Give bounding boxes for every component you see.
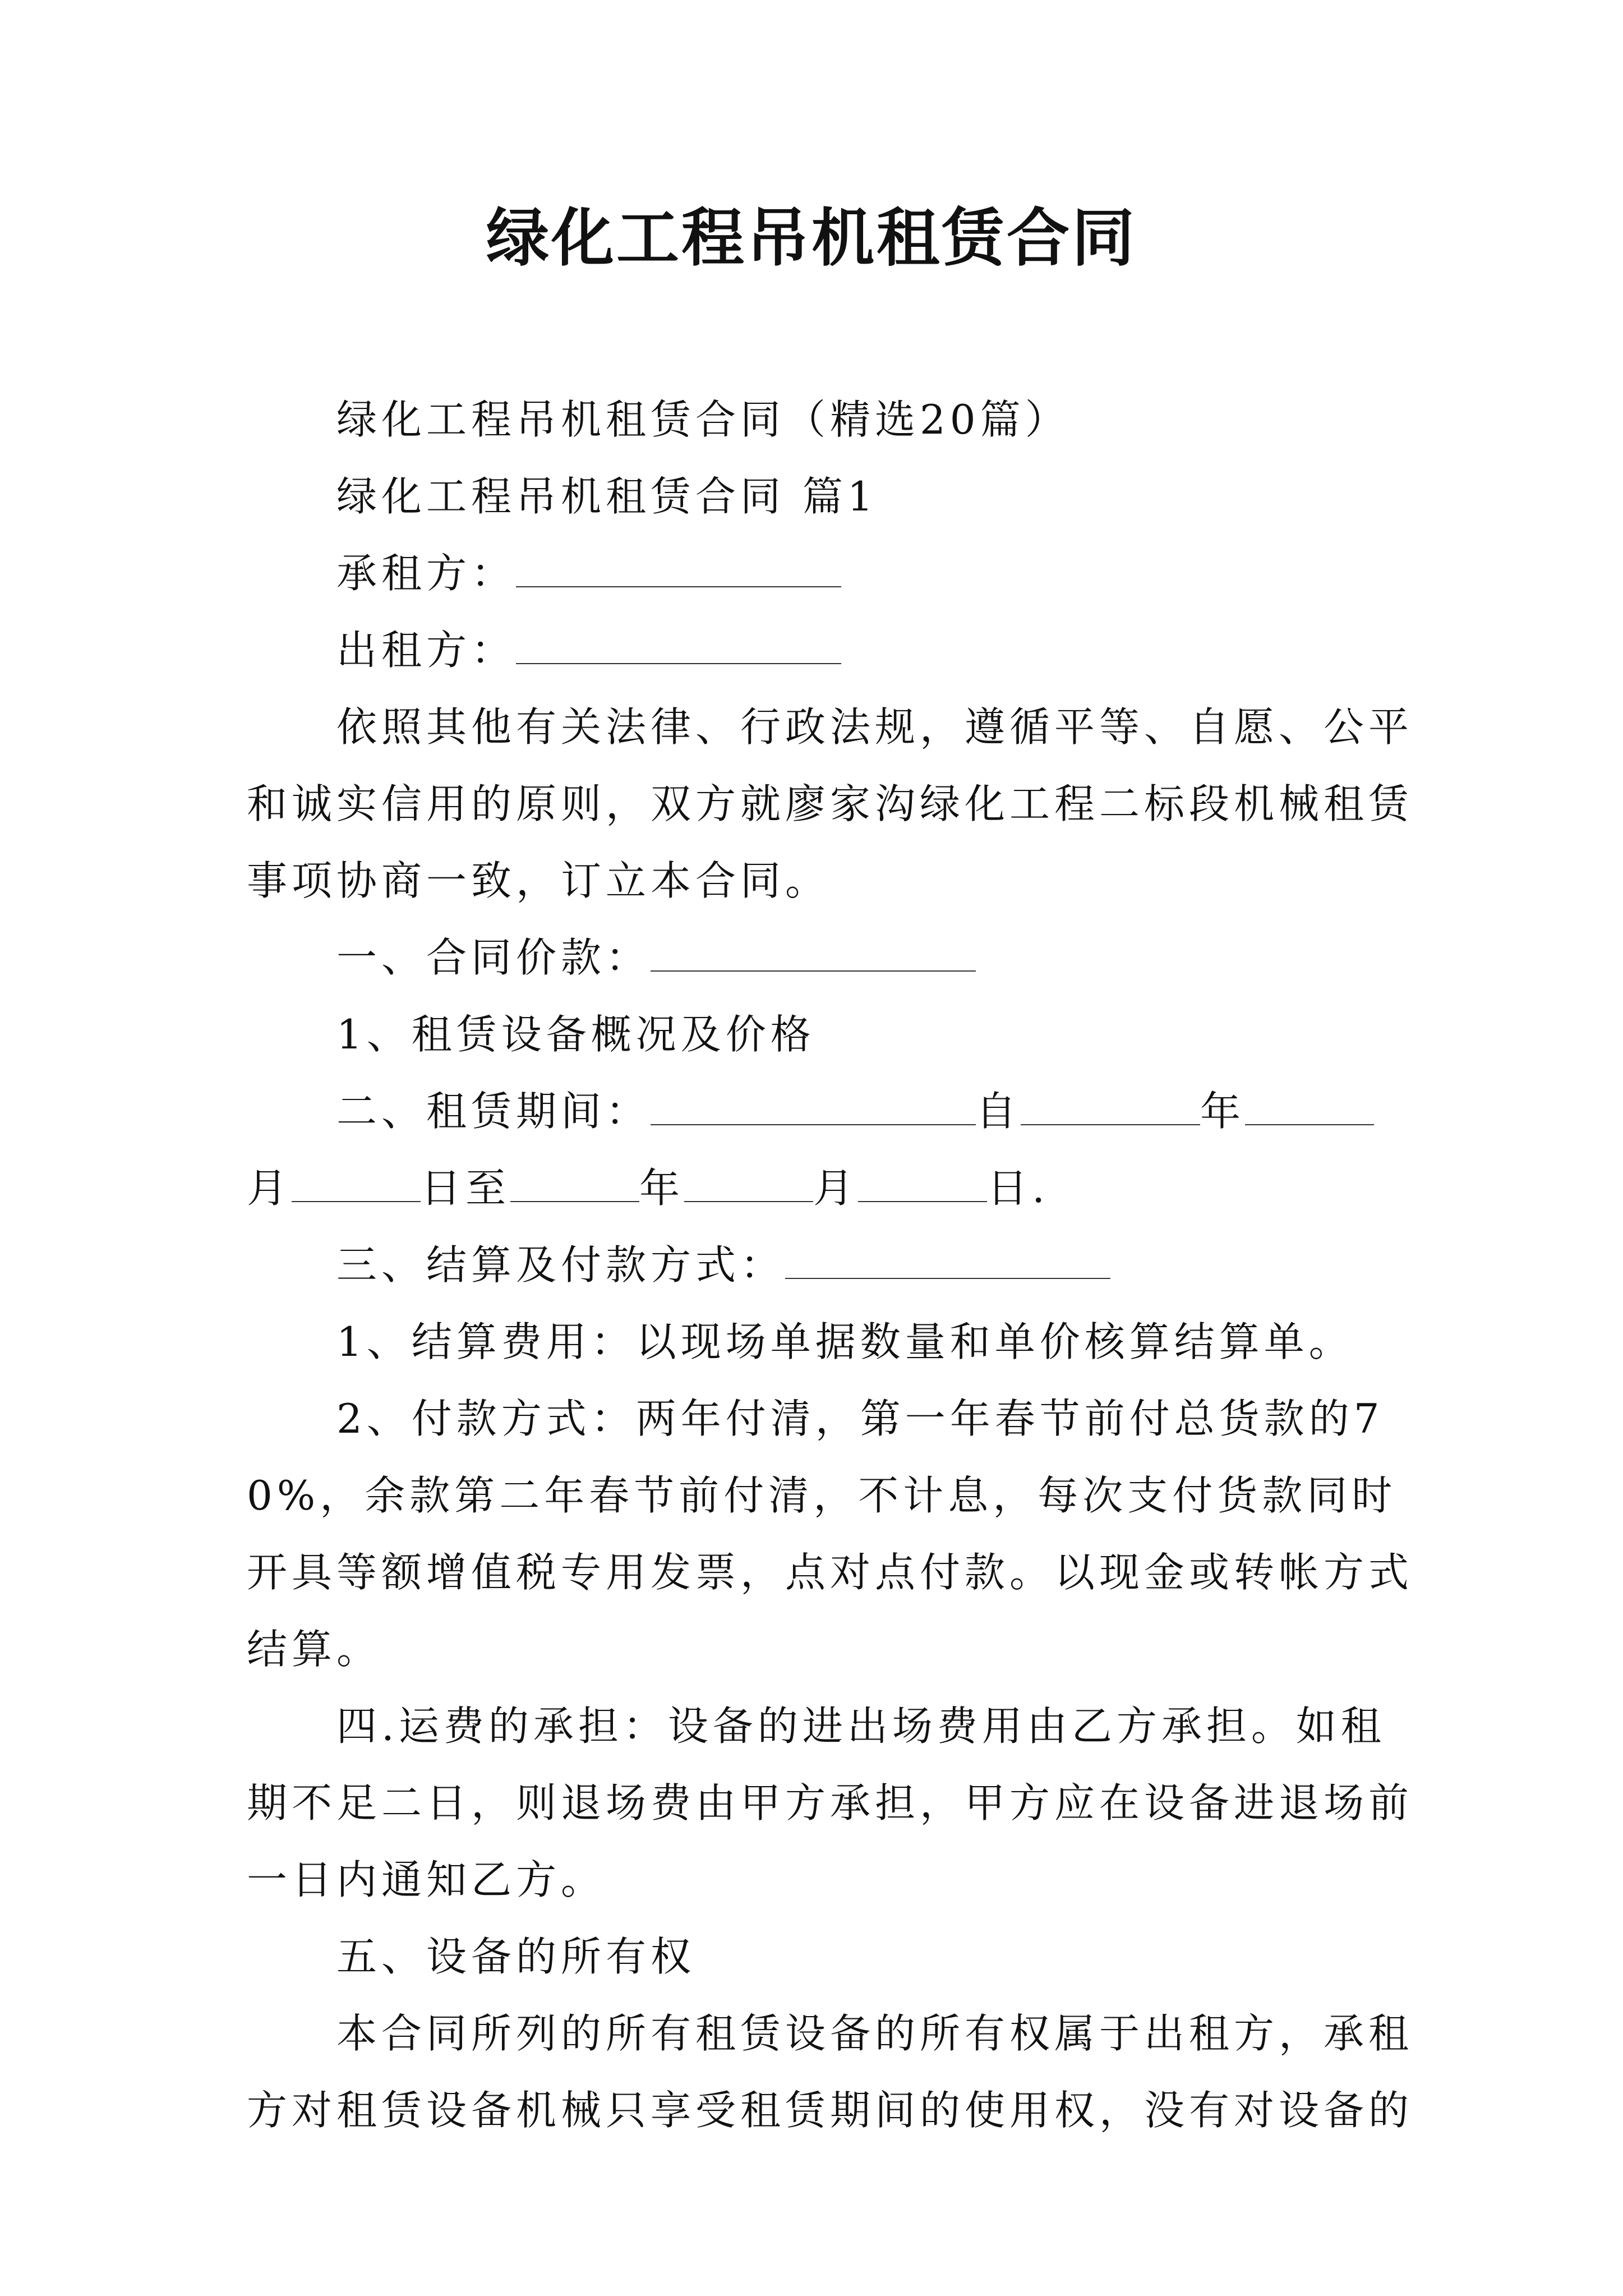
clause2-day-to: 日至	[421, 1165, 511, 1212]
clause1-line	[247, 919, 1413, 996]
clause2-blank-3	[1245, 1093, 1374, 1125]
lessor-label: 出租方：	[336, 627, 517, 674]
lessor-blank	[516, 632, 841, 664]
clause2-blank-7	[858, 1170, 987, 1202]
clause2-line	[247, 1073, 1413, 1227]
clause2-label: 二、租赁期间：	[336, 1088, 651, 1135]
clause2-blank-6	[684, 1170, 813, 1202]
clause2-blank-2	[1021, 1093, 1200, 1125]
clause2-end: 日.	[987, 1165, 1049, 1212]
section-heading: 绿化工程吊机租赁合同 篇1	[336, 473, 878, 520]
lessee-label: 承租方：	[336, 550, 517, 597]
clause2-year2: 年	[639, 1165, 685, 1212]
clause3-item2: 2、付款方式：两年付清，第一年春节前付总货款的70%，余款第二年春节前付清，不计息，每次支付货款同时开具等额增值税专用发票，点对点付款。以现金或转帐方式结算。	[247, 1395, 1414, 1673]
document-title: 绿化工程吊机租赁合同	[486, 201, 1137, 275]
clause2-blank-5	[510, 1170, 639, 1202]
clause3-label: 三、结算及付款方式：	[336, 1241, 786, 1289]
clause3-blank	[785, 1246, 1110, 1279]
document-body	[247, 381, 1413, 2149]
clause5-label: 五、设备的所有权	[336, 1933, 696, 1980]
clause1-label: 一、合同价款：	[336, 934, 651, 981]
clause1-item1: 1、租赁设备概况及价格	[336, 1011, 815, 1058]
clause2-blank-4	[292, 1170, 421, 1202]
clause5-paragraph: 本合同所列的所有租赁设备的所有权属于出租方，承租方对租赁设备机械只享受租赁期间的使用权，没有对设备的	[247, 2010, 1414, 2134]
clause3-line	[247, 1227, 1413, 1304]
lessee-line	[247, 535, 1413, 612]
clause2-from: 自	[976, 1088, 1021, 1135]
clause3-item1: 1、结算费用：以现场单据数量和单价核算结算单。	[336, 1318, 1354, 1365]
clause4-paragraph: 四.运费的承担：设备的进出场费用由乙方承担。如租期不足二日，则退场费由甲方承担，甲方应在设备进退场前一日内通知乙方。	[247, 1703, 1414, 1903]
intro-paragraph: 依照其他有关法律、行政法规，遵循平等、自愿、公平和诚实信用的原则，双方就廖家沟绿化工程二标段机械租赁事项协商一致，订立本合同。	[247, 703, 1414, 904]
clause2-month: 月	[247, 1165, 292, 1212]
lessor-line	[247, 612, 1413, 689]
clause2-blank-1	[651, 1093, 976, 1125]
clause2-month2: 月	[813, 1165, 859, 1212]
subtitle: 绿化工程吊机租赁合同（精选20篇）	[336, 396, 1070, 443]
lessee-blank	[516, 555, 841, 587]
clause2-year: 年	[1200, 1088, 1246, 1135]
clause1-blank	[651, 939, 976, 972]
